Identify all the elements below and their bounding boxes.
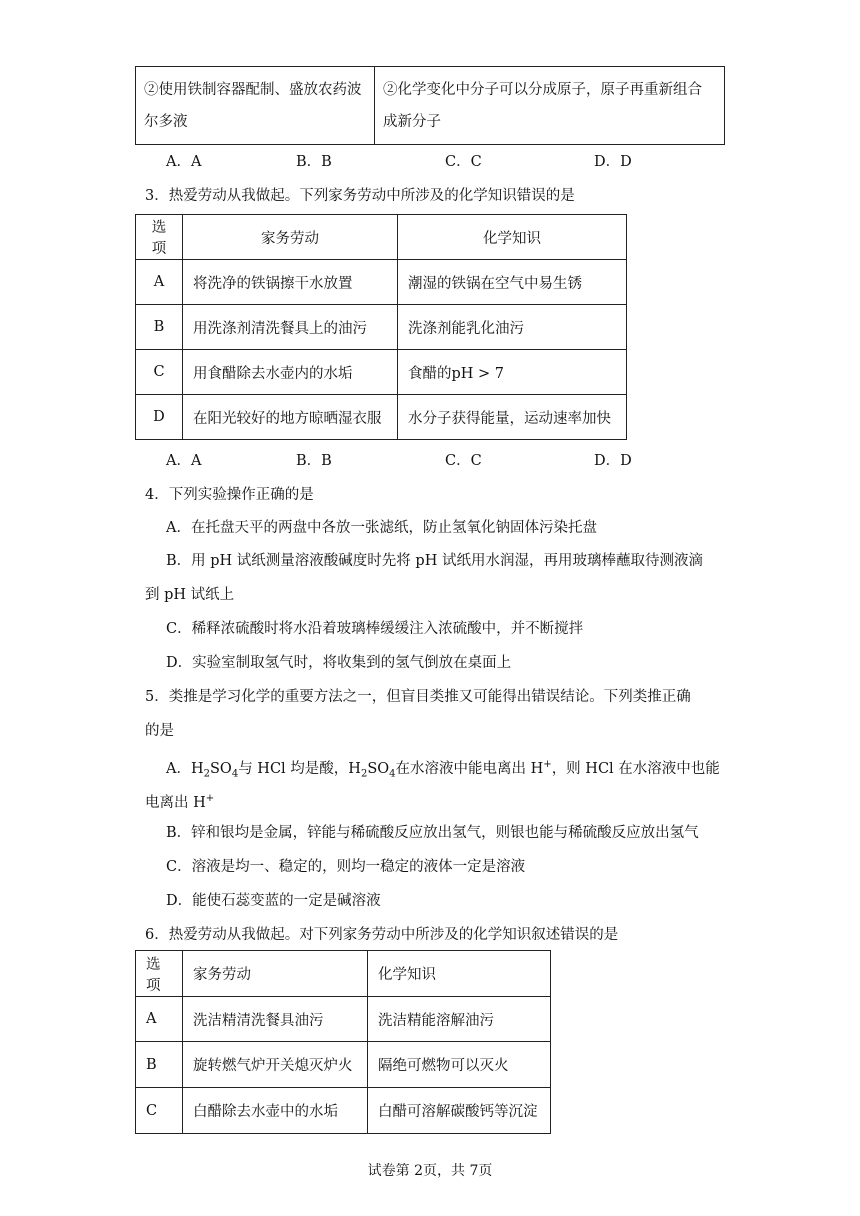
q3-row-d-option: D — [136, 395, 183, 440]
top-table-left-line1: ②使用铁制容器配制、盛放农药波 — [144, 81, 362, 98]
q4-option-d: D．实验室制取氢气时，将收集到的氢气倒放在桌面上 — [166, 655, 512, 671]
q6-table — [135, 950, 551, 1134]
q3-row-a-option: A — [136, 260, 183, 305]
option-d: D．D — [594, 154, 632, 170]
q4-option-b-line2: 到 pH 试纸上 — [145, 587, 235, 603]
q3-row-b-knowledge: 洗涤剂能乳化油污 — [398, 305, 627, 350]
q6-row-c-chore: 白醋除去水壶中的水垢 — [183, 1088, 368, 1134]
option-b: B．B — [296, 453, 332, 469]
top-table-right-cell — [375, 67, 725, 145]
q6-row-c-option: C — [136, 1088, 183, 1134]
top-table — [135, 66, 725, 145]
q6-row-a-chore: 洗洁精清洗餐具油污 — [183, 997, 368, 1042]
q3-header-knowledge: 化学知识 — [398, 215, 627, 260]
options-row-q2 — [0, 152, 860, 172]
q3-table — [135, 214, 627, 440]
q5-option-d: D．能使石蕊变蓝的一定是碱溶液 — [166, 893, 381, 909]
option-d: D．D — [594, 453, 632, 469]
q6-header-chore: 家务劳动 — [183, 951, 368, 997]
q5-option-a-line1: A．$H_2SO_4$与 HCl 均是酸，$H_2SO_4$在水溶液中能电离出 H+，则 HCl 在水溶液中也能 — [166, 759, 720, 780]
q4-option-b-line1: B．用 pH 试纸测量溶液酸碱度时先将 pH 试纸用水润湿，再用玻璃棒蘸取待测液滴 — [166, 553, 703, 569]
option-b: B．B — [296, 154, 332, 170]
q3-row-d-knowledge: 水分子获得能量，运动速率加快 — [398, 395, 627, 440]
q4-option-a: A．在托盘天平的两盘中各放一张滤纸，防止氢氧化钠固体污染托盘 — [166, 520, 597, 536]
q6-row-a-knowledge: 洗洁精能溶解油污 — [368, 997, 551, 1042]
q3-header-option: 选项 — [136, 215, 183, 260]
q6-stem: 6．热爱劳动从我做起。对下列家务劳动中所涉及的化学知识叙述错误的是 — [145, 927, 619, 943]
top-table-left-cell — [136, 67, 375, 145]
option-a: A．A — [166, 453, 202, 469]
q3-stem: 3．热爱劳动从我做起。下列家务劳动中所涉及的化学知识错误的是 — [145, 188, 575, 204]
q3-header-chore: 家务劳动 — [183, 215, 398, 260]
page-footer: 试卷第 2页，共 7页 — [367, 1163, 493, 1179]
q3-row-c-option: C — [136, 350, 183, 395]
q6-header-option: 选项 — [136, 951, 183, 997]
q3-row-b-option: B — [136, 305, 183, 350]
q6-row-b-option: B — [136, 1042, 183, 1088]
q6-row-b-chore: 旋转燃气炉开关熄灭炉火 — [183, 1042, 368, 1088]
q5-option-b: B．锌和银均是金属，锌能与稀硫酸反应放出氢气，则银也能与稀硫酸反应放出氢气 — [166, 825, 699, 841]
q5-option-a-line2: 电离出 H+ — [145, 793, 215, 811]
q5-option-c: C．溶液是均一、稳定的，则均一稳定的液体一定是溶液 — [166, 859, 526, 875]
q3-row-a-chore: 将洗净的铁锅擦干水放置 — [183, 260, 398, 305]
options-row-q3 — [0, 451, 860, 471]
q3-row-c-chore: 用食醋除去水壶内的水垢 — [183, 350, 398, 395]
option-a: A．A — [166, 154, 202, 170]
q4-stem: 4．下列实验操作正确的是 — [145, 487, 314, 503]
q5-stem-line2: 的是 — [145, 723, 174, 739]
top-table-right-line2: 成新分子 — [383, 113, 441, 130]
q3-row-d-chore: 在阳光较好的地方晾晒湿衣服 — [183, 395, 398, 440]
q6-header-knowledge: 化学知识 — [368, 951, 551, 997]
option-c: C．C — [445, 154, 482, 170]
q3-row-c-knowledge: 食醋的pH > 7 — [398, 350, 627, 395]
q6-row-a-option: A — [136, 997, 183, 1042]
q4-option-c: C．稀释浓硫酸时将水沿着玻璃棒缓缓注入浓硫酸中，并不断搅拌 — [166, 621, 584, 637]
q5-stem-line1: 5．类推是学习化学的重要方法之一，但盲目类推又可能得出错误结论。下列类推正确 — [145, 689, 691, 705]
q3-row-b-chore: 用洗涤剂清洗餐具上的油污 — [183, 305, 398, 350]
top-table-right-line1: ②化学变化中分子可以分成原子，原子再重新组合 — [383, 81, 702, 98]
q3-row-a-knowledge: 潮湿的铁锅在空气中易生锈 — [398, 260, 627, 305]
q6-row-b-knowledge: 隔绝可燃物可以灭火 — [368, 1042, 551, 1088]
top-table-left-line2: 尔多液 — [144, 113, 188, 130]
option-c: C．C — [445, 453, 482, 469]
q6-row-c-knowledge: 白醋可溶解碳酸钙等沉淀 — [368, 1088, 551, 1134]
